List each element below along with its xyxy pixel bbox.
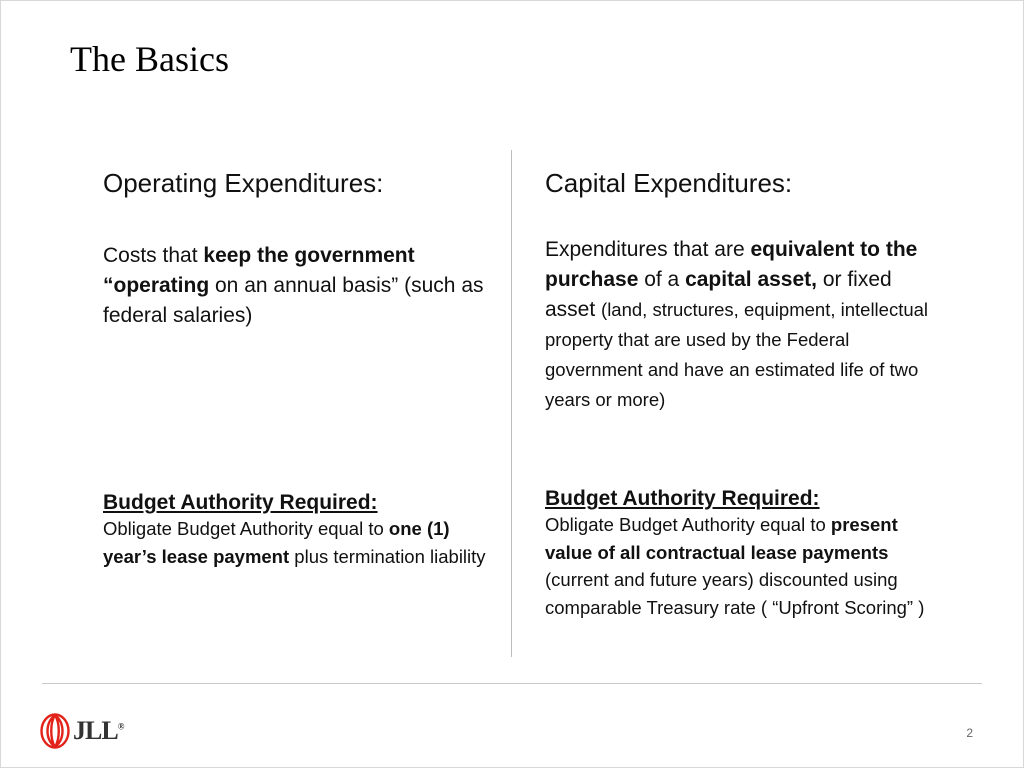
operating-desc-bold: keep the government “operating: [103, 244, 415, 298]
operating-budget-text-1: Obligate Budget Authority equal to: [103, 518, 389, 540]
capital-budget-block: [545, 486, 940, 621]
capital-heading: Capital Expenditures:: [545, 168, 793, 198]
operating-budget-heading: Budget Authority Required:: [103, 491, 378, 514]
operating-budget-bold: one (1) year’s lease payment: [103, 518, 450, 567]
capital-budget-text: [545, 511, 940, 621]
capital-desc-bold-1: equivalent to the purchase: [545, 238, 918, 292]
operating-description: [103, 241, 498, 331]
operating-budget-block: [103, 490, 498, 570]
logo-text: [73, 716, 123, 746]
operating-expenditures-column: [103, 168, 498, 331]
operating-budget-text-2: plus termination liability: [289, 545, 486, 567]
capital-budget-bold: present value of all contractual lease payments: [545, 514, 898, 563]
page-title: The Basics: [70, 39, 229, 79]
operating-budget-text: [103, 515, 498, 570]
column-divider: [511, 150, 512, 657]
jll-logo: [40, 712, 123, 750]
capital-budget-heading: Budget Authority Required:: [545, 487, 820, 510]
capital-budget-text-2: (current and future years) discounted using comparable Treasury rate ( “Upfront Scoring” ): [545, 569, 925, 618]
capital-budget-text-1: Obligate Budget Authority equal to: [545, 514, 831, 536]
page-number: 2: [966, 726, 973, 740]
operating-heading: Operating Expenditures:: [103, 168, 384, 198]
capital-desc-bold-2: capital asset,: [685, 268, 817, 292]
jll-swirl-logo-icon: [40, 713, 70, 749]
capital-expenditures-column: [545, 168, 940, 415]
footer-divider: [42, 683, 982, 684]
capital-description: [545, 235, 940, 415]
logo-wordmark: JLL: [73, 716, 118, 745]
operating-desc-text-2: on an annual basis” (such as federal salaries): [103, 274, 484, 328]
capital-desc-text-3: or fixed asset: [545, 268, 892, 322]
capital-desc-detail: (land, structures, equipment, intellectual property that are used by the Federal government and have an estimated life of two years or more): [545, 299, 929, 411]
capital-desc-text-1: Expenditures that are: [545, 238, 751, 262]
operating-desc-text: Costs that: [103, 244, 204, 268]
capital-desc-text-2: of a: [638, 268, 686, 292]
registered-mark: ®: [117, 721, 124, 732]
